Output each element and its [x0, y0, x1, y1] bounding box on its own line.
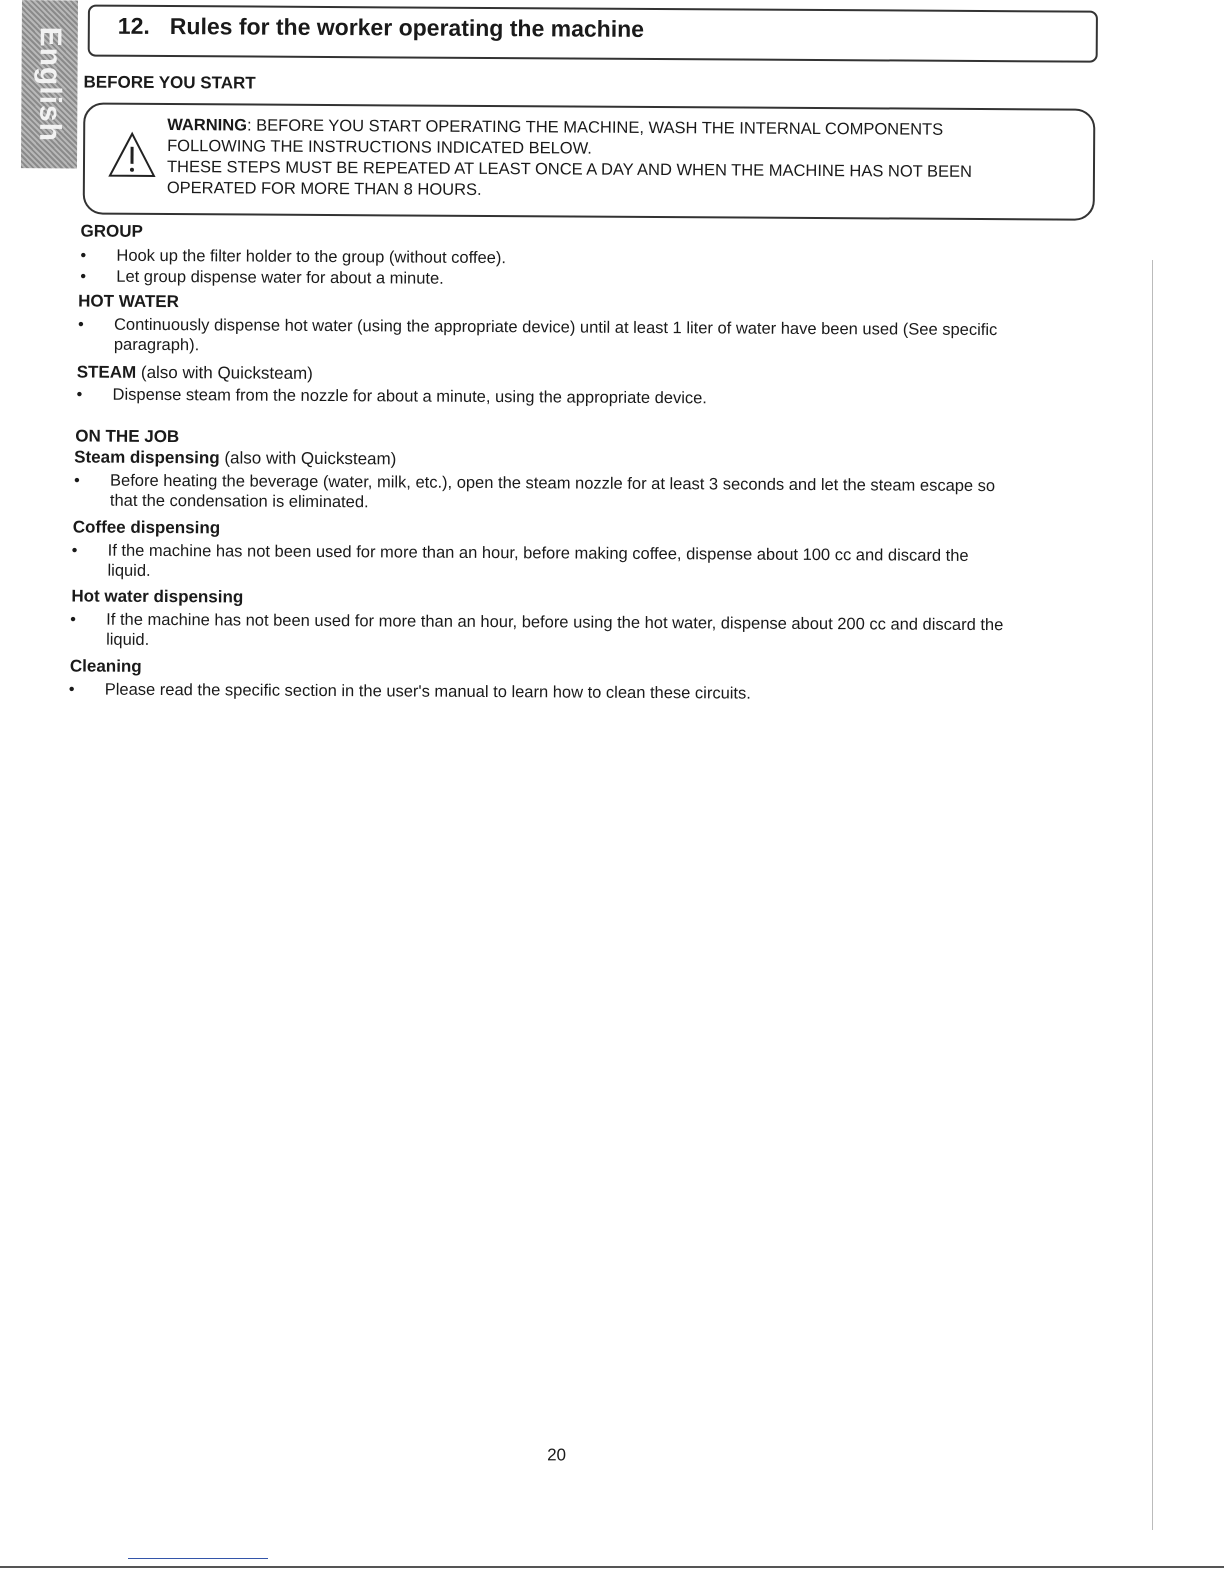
- coffee-dispensing-item-line-1: If the machine has not been used for more than an hour, before making coffee, dispense about 100 cc and discard the: [108, 541, 969, 566]
- language-tab-label: English: [32, 27, 67, 143]
- hot-water-dispensing-item-line-1: If the machine has not been used for more than an hour, before using the hot water, dispense about 200 cc and discard the: [106, 610, 1003, 635]
- group-item-1: Hook up the filter holder to the group (without coffee).: [116, 246, 506, 268]
- coffee-dispensing-item: [107, 541, 968, 586]
- before-you-start-heading: BEFORE YOU START: [83, 73, 255, 94]
- cleaning-item: Please read the specific section in the user's manual to learn how to clean these circuits.: [105, 680, 751, 704]
- scan-bottom-edge: [0, 1566, 1224, 1568]
- hot-water-item-line-2: paragraph).: [114, 335, 997, 360]
- page-number: 20: [547, 1445, 566, 1465]
- list-item: [80, 266, 1080, 272]
- group-heading: GROUP: [81, 221, 143, 241]
- list-item: [78, 314, 1118, 320]
- hot-water-item: [114, 315, 997, 360]
- list-item: [81, 245, 1081, 251]
- bullet-icon: •: [72, 540, 78, 560]
- cleaning-heading: Cleaning: [70, 656, 142, 676]
- bullet-icon: •: [78, 314, 84, 334]
- list-item: [74, 470, 1114, 476]
- bullet-icon: •: [74, 470, 80, 490]
- list-item: [70, 609, 1110, 615]
- scan-right-edge: [1152, 260, 1153, 1530]
- steam-heading-note: (also with Quicksteam): [136, 363, 313, 383]
- on-the-job-heading: ON THE JOB: [75, 426, 179, 447]
- group-item-2: Let group dispense water for about a minute.: [116, 267, 444, 289]
- warning-line-4: OPERATED FOR MORE THAN 8 HOURS.: [167, 178, 1072, 205]
- warning-line-2: FOLLOWING THE INSTRUCTIONS INDICATED BELOW.: [167, 136, 1072, 163]
- coffee-dispensing-heading: Coffee dispensing: [73, 517, 220, 538]
- hot-water-heading: HOT WATER: [78, 291, 179, 312]
- hot-water-dispensing-heading: Hot water dispensing: [71, 586, 243, 607]
- warning-line-1: : BEFORE YOU START OPERATING THE MACHINE, WASH THE INTERNAL COMPONENTS: [247, 117, 943, 139]
- coffee-dispensing-item-line-2: liquid.: [107, 561, 968, 586]
- steam-dispensing-item: [110, 471, 995, 516]
- steam-dispensing-heading: [74, 447, 396, 469]
- steam-heading: [77, 362, 313, 383]
- hot-water-item-line-1: Continuously dispense hot water (using the appropriate device) until at least 1 liter of water have been used (See specific: [114, 315, 997, 340]
- list-item: [77, 384, 1077, 390]
- warning-line-3: THESE STEPS MUST BE REPEATED AT LEAST ONCE A DAY AND WHEN THE MACHINE HAS NOT BEEN: [167, 157, 1072, 184]
- hot-water-dispensing-item: [106, 610, 1003, 655]
- hot-water-dispensing-item-line-2: liquid.: [106, 630, 1003, 655]
- bullet-icon: •: [77, 384, 83, 404]
- scan-blue-mark: [128, 1558, 268, 1559]
- bullet-icon: •: [80, 266, 86, 286]
- steam-dispensing-item-line-2: that the condensation is eliminated.: [110, 491, 995, 516]
- warning-triangle-icon: [107, 131, 157, 179]
- steam-dispensing-item-line-1: Before heating the beverage (water, milk, etc.), open the steam nozzle for at least 3 seconds and let the steam escape so: [110, 471, 995, 496]
- bullet-icon: •: [70, 609, 76, 629]
- list-item: [69, 679, 1069, 685]
- section-title: Rules for the worker operating the machine: [170, 13, 644, 43]
- steam-dispensing-heading-label: Steam dispensing: [74, 447, 220, 467]
- bullet-icon: •: [69, 679, 75, 699]
- warning-text: [167, 115, 1072, 205]
- steam-heading-label: STEAM: [77, 362, 137, 381]
- steam-item: Dispense steam from the nozzle for about a minute, using the appropriate device.: [113, 385, 707, 409]
- bullet-icon: •: [80, 245, 86, 265]
- steam-dispensing-heading-note: (also with Quicksteam): [220, 448, 397, 468]
- language-side-tab: [21, 0, 78, 168]
- list-item: [72, 540, 1112, 546]
- section-number: 12.: [118, 13, 150, 40]
- warning-label: WARNING: [167, 116, 247, 134]
- warning-box: [83, 103, 1096, 221]
- section-title-box: [88, 5, 1098, 63]
